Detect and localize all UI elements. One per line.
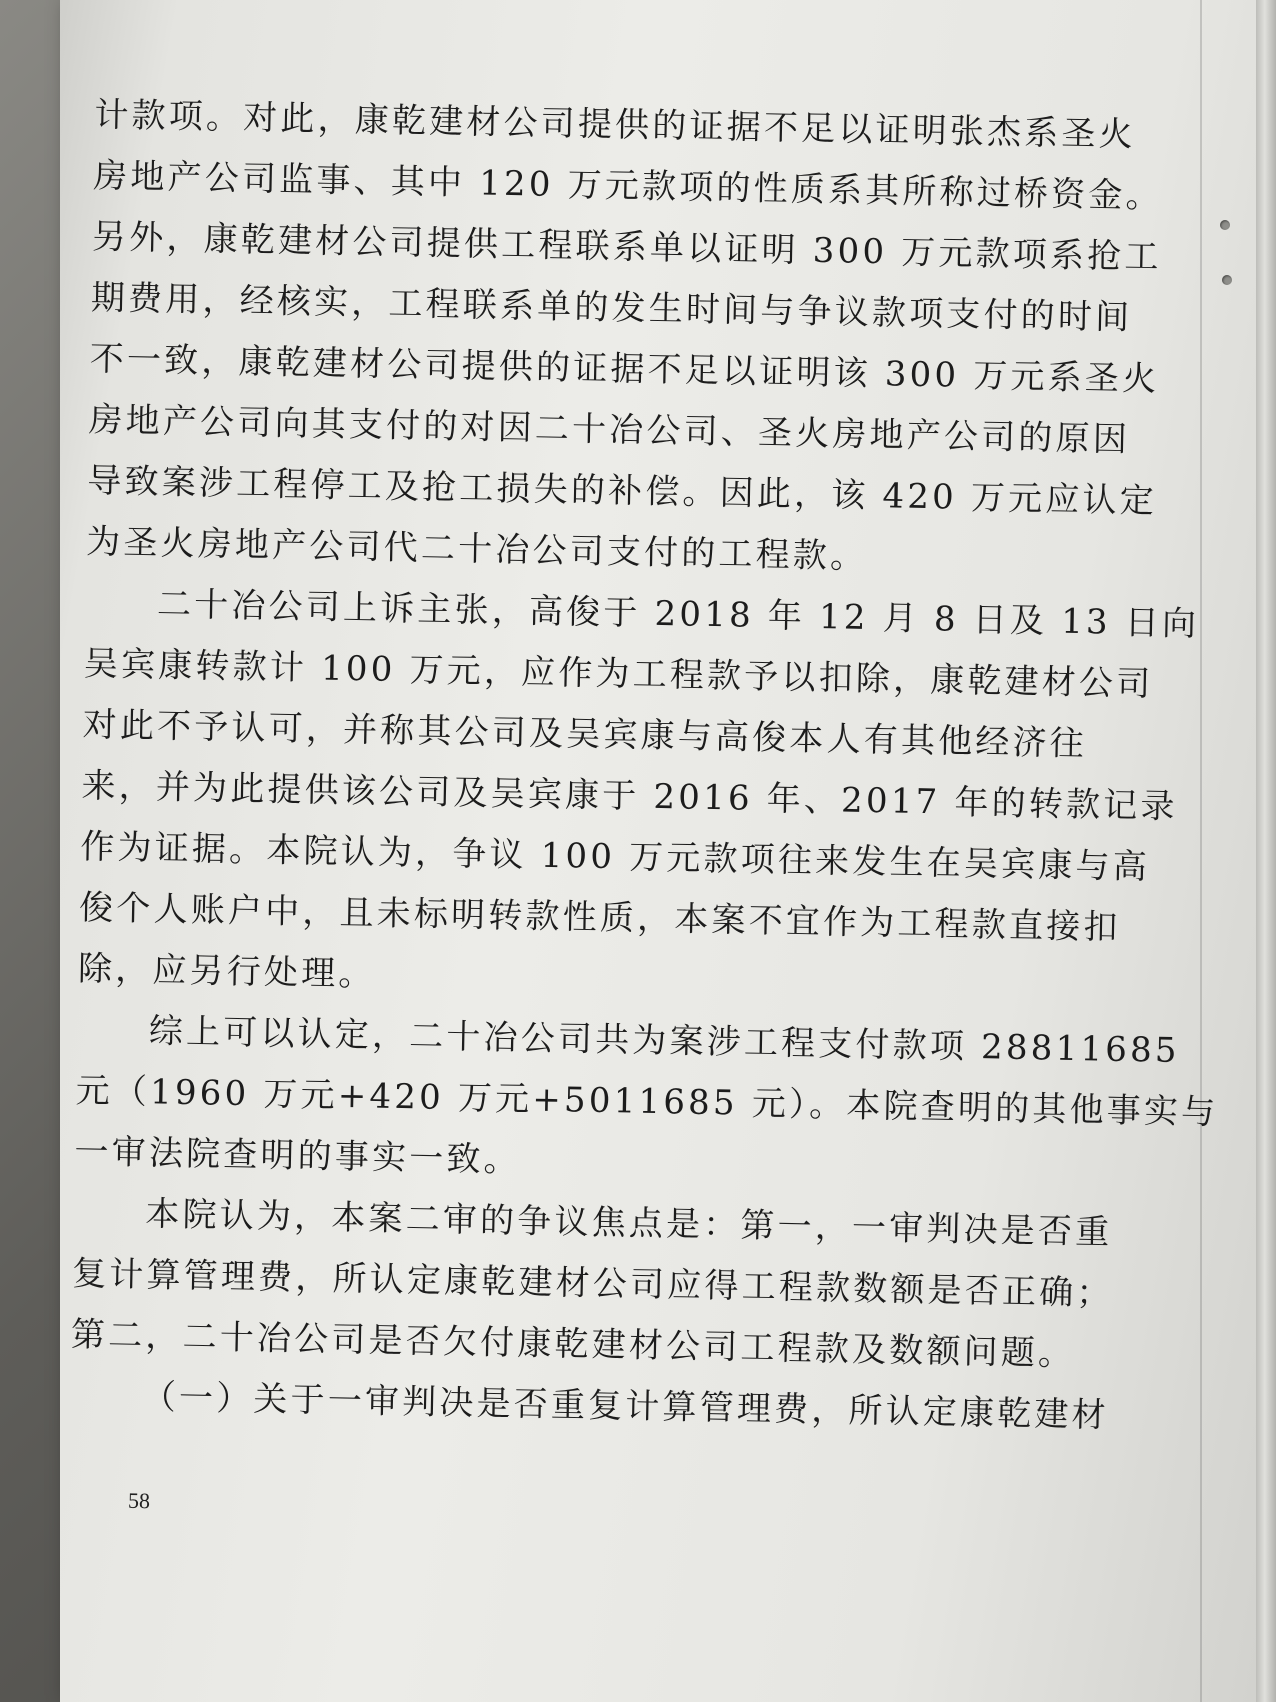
text-line: 不一致，康乾建材公司提供的证据不足以证明该 300 万元系圣火 [89,338,1160,400]
text-line: 来，并为此提供该公司及吴宾康于 2016 年、2017 年的转款记录 [81,765,1179,827]
text-line: 俊个人账户中，且未标明转款性质，本案不宜作为工程款直接扣 [78,887,1122,948]
text-line: 元（1960 万元+420 万元+5011685 元）。本院查明的其他事实与 [75,1070,1219,1133]
text-line: 计款项。对此，康乾建材公司提供的证据不足以证明张杰系圣火 [94,94,1137,155]
text-line: 另外，康乾建材公司提供工程联系单以证明 300 万元款项系抢工 [91,216,1162,278]
text-line: 房地产公司监事、其中 120 万元款项的性质系其所称过桥资金。 [92,155,1164,217]
text-line: 本院认为，本案二审的争议焦点是：第一，一审判决是否重 [144,1194,1113,1253]
binding-strip [1200,0,1202,1702]
text-line: （一）关于一审判决是否重复计算管理费，所认定康乾建材 [141,1377,1110,1436]
text-line: 吴宾康转款计 100 万元，应作为工程款予以扣除，康乾建材公司 [83,643,1154,705]
text-line: 为圣火房地产公司代二十冶公司支付的工程款。 [85,521,868,577]
page-edge [1256,0,1276,1702]
text-line: 期费用，经核实，工程联系单的发生时间与争议款项支付的时间 [90,277,1133,338]
text-line: 一审法院查明的事实一致。 [74,1131,522,1181]
text-line: 房地产公司向其支付的对因二十冶公司、圣火房地产公司的原因 [88,399,1131,460]
text-line: 除，应另行处理。 [77,948,376,995]
document-body [69,85,1219,1446]
text-line: 作为证据。本院认为，争议 100 万元款项往来发生在吴宾康与高 [79,826,1151,888]
text-line: 第二，二十冶公司是否欠付康乾建材公司工程款及数额问题。 [70,1314,1076,1375]
text-line: 综上可以认定，二十冶公司共为案涉工程支付款项 28811685 [148,1011,1181,1071]
page-number: 58 [127,1487,151,1514]
text-line: 对此不予认可，并称其公司及吴宾康与高俊本人有其他经济往 [82,704,1088,765]
text-line: 二十冶公司上诉主张，高俊于 2018 年 12 月 8 日及 13 日向 [156,584,1200,645]
binding-hole [1222,275,1232,285]
text-line: 导致案涉工程停工及抢工损失的补偿。因此，该 420 万元应认定 [87,460,1158,522]
binding-hole [1220,220,1230,230]
text-line: 复计算管理费，所认定康乾建材公司应得工程款数额是否正确； [71,1253,1114,1314]
